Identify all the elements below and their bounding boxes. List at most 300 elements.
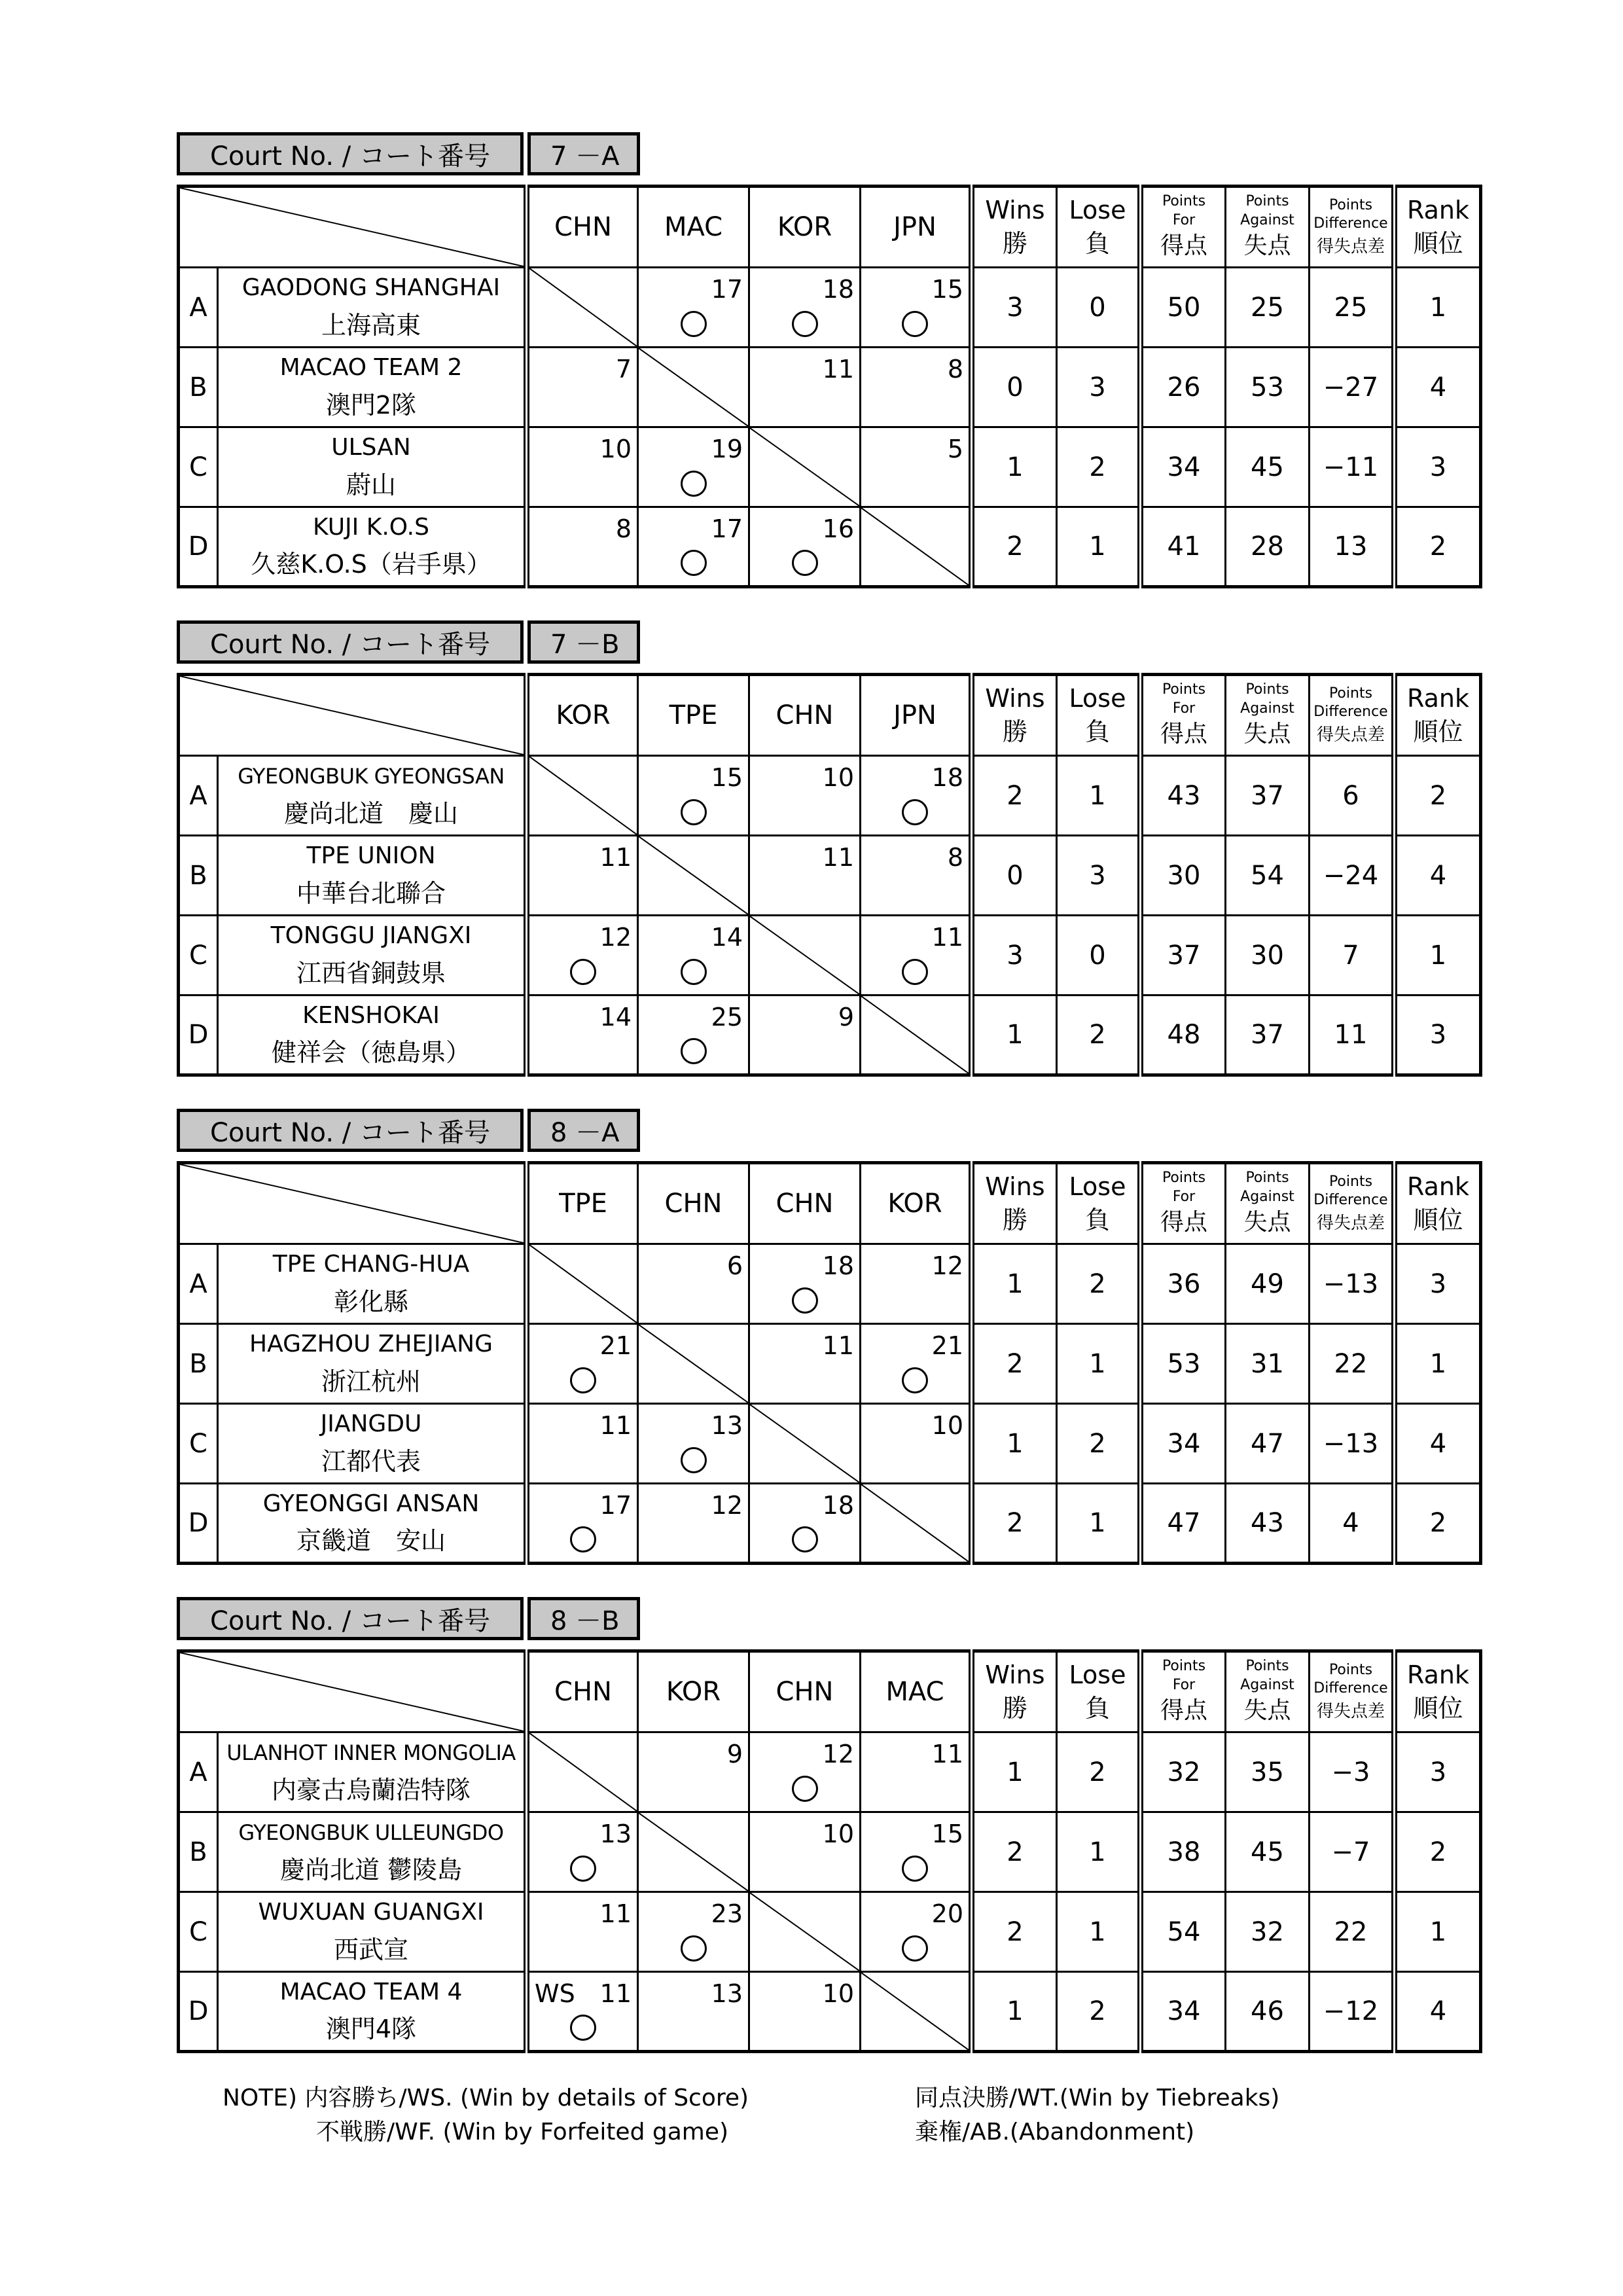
points-for-value: 38 (1141, 1812, 1226, 1892)
self-match-cell (861, 996, 972, 1075)
team-letter: D (179, 1972, 218, 2052)
win-circle-icon (792, 1526, 818, 1552)
note-ws: 内容勝ち/WS. (Win by details of Score) (304, 2085, 749, 2111)
team-letter: B (179, 348, 218, 427)
points-for-value: 36 (1141, 1244, 1226, 1324)
team-name (218, 1244, 527, 1324)
team-name-en: WUXUAN GUANGXI (258, 1899, 484, 1926)
rank-value: 1 (1395, 1324, 1481, 1404)
points-against-value: 30 (1226, 916, 1310, 996)
win-circle-icon (681, 799, 707, 825)
team-name (218, 1972, 527, 2052)
match-score: 5 (947, 435, 963, 463)
rank-value: 1 (1395, 916, 1481, 996)
wins-value: 1 (972, 1244, 1057, 1324)
wins-header: Wins 勝 (972, 1163, 1057, 1244)
team-row (179, 268, 1481, 348)
points-against-value: 53 (1226, 348, 1310, 427)
match-score-cell (527, 1324, 638, 1404)
team-name-jp: 健祥会（徳島県） (271, 1038, 471, 1067)
column-country: CHN (638, 1163, 749, 1244)
team-letter: D (179, 996, 218, 1075)
points-difference-value: −3 (1310, 1732, 1395, 1812)
points-for-value: 48 (1141, 996, 1226, 1075)
self-match-cell (749, 1892, 861, 1972)
wins-value: 1 (972, 996, 1057, 1075)
team-letter: C (179, 1404, 218, 1484)
team-name-jp: 内豪古烏蘭浩特隊 (271, 1775, 471, 1804)
match-score: 19 (711, 435, 743, 463)
match-score-cell (527, 996, 638, 1075)
match-score-cell (861, 756, 972, 836)
match-score-cell (638, 1484, 749, 1564)
rank-value: 3 (1395, 1244, 1481, 1324)
team-name (218, 756, 527, 836)
match-score: 17 (711, 275, 743, 304)
match-score: 13 (711, 1411, 743, 1440)
lose-value: 1 (1057, 1324, 1141, 1404)
rank-value: 3 (1395, 1732, 1481, 1812)
self-match-cell (861, 507, 972, 587)
match-score-cell (749, 1324, 861, 1404)
self-match-cell (861, 1484, 972, 1564)
self-match-cell (749, 427, 861, 507)
match-score: 17 (711, 514, 743, 543)
lose-value: 1 (1057, 1484, 1141, 1564)
results-table (177, 1161, 1482, 1565)
match-score: 11 (822, 843, 854, 872)
match-score: 13 (599, 1820, 632, 1848)
corner-cell (179, 1651, 527, 1732)
match-score-cell (527, 348, 638, 427)
points-against-value: 45 (1226, 427, 1310, 507)
lose-value: 2 (1057, 427, 1141, 507)
column-country: MAC (638, 187, 749, 268)
team-row (179, 756, 1481, 836)
court-number-value: 8 －A (527, 1109, 640, 1152)
points-against-value: 32 (1226, 1892, 1310, 1972)
team-name-jp: 澳門2隊 (325, 390, 417, 420)
win-circle-icon (681, 471, 707, 497)
lose-header: Lose 負 (1057, 1163, 1141, 1244)
header-row (179, 187, 1481, 268)
team-name-en: KENSHOKAI (302, 1001, 440, 1029)
match-score-cell (861, 1324, 972, 1404)
team-name (218, 1732, 527, 1812)
match-score-cell (861, 1892, 972, 1972)
team-row (179, 996, 1481, 1075)
header-row (179, 1163, 1481, 1244)
points-for-value: 50 (1141, 268, 1226, 348)
match-score-cell (527, 1892, 638, 1972)
match-score-cell (749, 1812, 861, 1892)
team-row (179, 836, 1481, 916)
wins-header: Wins 勝 (972, 675, 1057, 756)
team-letter: A (179, 1244, 218, 1324)
match-score-cell (861, 916, 972, 996)
points-difference-value: 4 (1310, 1484, 1395, 1564)
points-difference-value: −13 (1310, 1404, 1395, 1484)
match-score-cell (527, 507, 638, 587)
self-match-cell (638, 1812, 749, 1892)
wins-value: 2 (972, 1892, 1057, 1972)
self-match-cell (861, 1972, 972, 2052)
match-score: 18 (822, 275, 854, 304)
win-circle-icon (792, 550, 818, 576)
rank-value: 4 (1395, 836, 1481, 916)
points-against-value: 43 (1226, 1484, 1310, 1564)
self-match-cell (638, 836, 749, 916)
match-score: 11 (599, 1411, 632, 1440)
self-match-cell (638, 348, 749, 427)
match-score-cell (861, 1404, 972, 1484)
results-table (177, 1649, 1482, 2053)
match-score-cell (861, 268, 972, 348)
match-score-cell (638, 1732, 749, 1812)
team-name-jp: 江都代表 (321, 1446, 421, 1476)
column-country: JPN (861, 675, 972, 756)
points-against-value: 37 (1226, 996, 1310, 1075)
match-score: 10 (599, 435, 632, 463)
court-number-label: Court No. / コート番号 (177, 620, 524, 664)
win-circle-icon (570, 1526, 596, 1552)
match-score-cell (527, 1404, 638, 1484)
points-against-header: Points Against 失点 (1226, 187, 1310, 268)
points-against-value: 46 (1226, 1972, 1310, 2052)
team-row (179, 1324, 1481, 1404)
court-number-label: Court No. / コート番号 (177, 132, 524, 175)
rank-value: 4 (1395, 348, 1481, 427)
lose-value: 2 (1057, 996, 1141, 1075)
team-letter: A (179, 1732, 218, 1812)
win-circle-icon (681, 550, 707, 576)
corner-cell (179, 675, 527, 756)
match-score: 17 (599, 1491, 632, 1520)
team-row (179, 1812, 1481, 1892)
match-score: 11 (822, 1331, 854, 1360)
match-score: 16 (822, 514, 854, 543)
column-country: TPE (638, 675, 749, 756)
points-difference-value: −13 (1310, 1244, 1395, 1324)
team-name-en: GYEONGBUK ULLEUNGDO (238, 1820, 504, 1846)
rank-header: Rank 順位 (1395, 1651, 1481, 1732)
win-note: WS (535, 1979, 575, 2008)
team-letter: D (179, 507, 218, 587)
lose-value: 2 (1057, 1404, 1141, 1484)
lose-value: 1 (1057, 1812, 1141, 1892)
match-score: 10 (822, 1820, 854, 1848)
rank-value: 4 (1395, 1404, 1481, 1484)
self-match-cell (638, 1324, 749, 1404)
match-score-cell (638, 996, 749, 1075)
match-score: 10 (822, 763, 854, 792)
column-country: MAC (861, 1651, 972, 1732)
team-name (218, 268, 527, 348)
lose-value: 0 (1057, 268, 1141, 348)
points-difference-value: −11 (1310, 427, 1395, 507)
team-letter: B (179, 836, 218, 916)
team-name-jp: 京畿道 安山 (296, 1526, 446, 1556)
rank-header: Rank 順位 (1395, 187, 1481, 268)
self-match-cell (749, 1404, 861, 1484)
team-name-en: JIANGDU (320, 1410, 422, 1438)
team-letter: C (179, 1892, 218, 1972)
win-circle-icon (570, 2015, 596, 2041)
points-for-header: Points For 得点 (1141, 1163, 1226, 1244)
points-for-value: 34 (1141, 1972, 1226, 2052)
results-table (177, 673, 1482, 1077)
points-against-value: 28 (1226, 507, 1310, 587)
points-against-header: Points Against 失点 (1226, 1651, 1310, 1732)
team-name-en: ULSAN (331, 434, 411, 461)
match-score: 7 (615, 355, 632, 384)
match-score-cell (861, 836, 972, 916)
rank-value: 2 (1395, 507, 1481, 587)
team-letter: A (179, 268, 218, 348)
team-name (218, 996, 527, 1075)
rank-header: Rank 順位 (1395, 675, 1481, 756)
points-for-value: 34 (1141, 1404, 1226, 1484)
rank-value: 1 (1395, 268, 1481, 348)
win-circle-icon (902, 1935, 928, 1962)
match-score: 21 (931, 1331, 963, 1360)
team-name-en: TPE UNION (306, 842, 436, 870)
match-score-cell (527, 836, 638, 916)
wins-value: 0 (972, 348, 1057, 427)
lose-value: 1 (1057, 507, 1141, 587)
court-number-label: Court No. / コート番号 (177, 1597, 524, 1640)
win-circle-icon (902, 1856, 928, 1882)
points-difference-value: 11 (1310, 996, 1395, 1075)
note-right (915, 2081, 1279, 2149)
match-score: 25 (711, 1003, 743, 1031)
team-name-jp: 西武宣 (333, 1935, 408, 1964)
results-table (177, 185, 1482, 588)
points-for-value: 53 (1141, 1324, 1226, 1404)
team-row (179, 1972, 1481, 2052)
match-score-cell (749, 1972, 861, 2052)
header-row (179, 1651, 1481, 1732)
rank-value: 2 (1395, 756, 1481, 836)
wins-value: 1 (972, 1732, 1057, 1812)
team-name-en: KUJI K.O.S (313, 513, 429, 541)
team-name-en: ULANHOT INNER MONGOLIA (226, 1740, 516, 1766)
match-score: 11 (931, 923, 963, 952)
rank-value: 3 (1395, 996, 1481, 1075)
win-circle-icon (570, 959, 596, 985)
team-name-en: GYEONGGI ANSAN (262, 1490, 480, 1517)
rank-value: 2 (1395, 1484, 1481, 1564)
match-score-cell (749, 1732, 861, 1812)
team-name-jp: 彰化縣 (333, 1287, 408, 1316)
wins-value: 2 (972, 507, 1057, 587)
match-score-cell (749, 836, 861, 916)
self-match-cell (527, 756, 638, 836)
rank-value: 2 (1395, 1812, 1481, 1892)
match-score: 9 (838, 1003, 854, 1031)
corner-cell (179, 1163, 527, 1244)
match-score-cell (527, 1972, 638, 2052)
team-letter: D (179, 1484, 218, 1564)
team-name-en: GYEONGBUK GYEONGSAN (238, 764, 505, 789)
match-score: 13 (711, 1979, 743, 2008)
match-score-cell (749, 268, 861, 348)
court-header (177, 1597, 640, 1640)
points-for-header: Points For 得点 (1141, 187, 1226, 268)
points-for-value: 47 (1141, 1484, 1226, 1564)
wins-value: 1 (972, 1404, 1057, 1484)
column-country: CHN (749, 1163, 861, 1244)
match-score: 15 (931, 1820, 963, 1848)
points-for-value: 43 (1141, 756, 1226, 836)
match-score-cell (638, 268, 749, 348)
court-number-value: 7 －A (527, 132, 640, 175)
match-score-cell (749, 756, 861, 836)
lose-value: 1 (1057, 756, 1141, 836)
match-score-cell (638, 1244, 749, 1324)
team-name (218, 916, 527, 996)
match-score: 10 (931, 1411, 963, 1440)
points-for-value: 26 (1141, 348, 1226, 427)
lose-value: 0 (1057, 916, 1141, 996)
points-for-header: Points For 得点 (1141, 675, 1226, 756)
points-against-header: Points Against 失点 (1226, 1163, 1310, 1244)
team-row (179, 1404, 1481, 1484)
points-difference-value: −24 (1310, 836, 1395, 916)
match-score: 20 (931, 1899, 963, 1928)
team-name (218, 427, 527, 507)
header-row (179, 675, 1481, 756)
points-against-value: 54 (1226, 836, 1310, 916)
team-name-jp: 久慈K.O.S（岩手県） (251, 550, 491, 579)
court-number-value: 7 －B (527, 620, 640, 664)
match-score: 21 (599, 1331, 632, 1360)
points-for-header: Points For 得点 (1141, 1651, 1226, 1732)
team-letter: C (179, 427, 218, 507)
column-country: KOR (861, 1163, 972, 1244)
match-score: 8 (947, 843, 963, 872)
wins-value: 1 (972, 427, 1057, 507)
match-score-cell (638, 916, 749, 996)
win-circle-icon (570, 1367, 596, 1393)
match-score-cell (749, 1484, 861, 1564)
court-header (177, 132, 640, 175)
win-circle-icon (792, 1776, 818, 1802)
points-for-value: 37 (1141, 916, 1226, 996)
win-circle-icon (902, 311, 928, 337)
match-score: 10 (822, 1979, 854, 2008)
team-name (218, 1812, 527, 1892)
match-score-cell (749, 1244, 861, 1324)
team-letter: A (179, 756, 218, 836)
win-circle-icon (570, 1856, 596, 1882)
wins-value: 1 (972, 1972, 1057, 2052)
match-score: 8 (615, 514, 632, 543)
points-for-value: 32 (1141, 1732, 1226, 1812)
points-difference-value: 25 (1310, 268, 1395, 348)
rank-value: 1 (1395, 1892, 1481, 1972)
match-score-cell (861, 1732, 972, 1812)
match-score-cell (861, 1244, 972, 1324)
team-name-en: HAGZHOU ZHEJIANG (249, 1331, 493, 1358)
team-row (179, 507, 1481, 587)
team-name (218, 507, 527, 587)
team-name-en: GAODONG SHANGHAI (241, 274, 501, 302)
team-row (179, 1484, 1481, 1564)
team-name (218, 1404, 527, 1484)
points-against-value: 45 (1226, 1812, 1310, 1892)
win-circle-icon (792, 311, 818, 337)
column-country: CHN (749, 675, 861, 756)
match-score: 18 (822, 1251, 854, 1280)
points-difference-value: 6 (1310, 756, 1395, 836)
lose-value: 2 (1057, 1732, 1141, 1812)
win-circle-icon (681, 1447, 707, 1473)
match-score: 18 (822, 1491, 854, 1520)
column-country: KOR (527, 675, 638, 756)
points-difference-value: −12 (1310, 1972, 1395, 2052)
points-difference-value: 7 (1310, 916, 1395, 996)
court-number-label: Court No. / コート番号 (177, 1109, 524, 1152)
win-circle-icon (902, 1367, 928, 1393)
column-country: TPE (527, 1163, 638, 1244)
points-difference-header: Points Difference 得失点差 (1310, 675, 1395, 756)
note-left (223, 2081, 749, 2149)
column-country: CHN (527, 1651, 638, 1732)
points-for-value: 54 (1141, 1892, 1226, 1972)
points-against-value: 31 (1226, 1324, 1310, 1404)
win-circle-icon (792, 1287, 818, 1314)
points-against-value: 35 (1226, 1732, 1310, 1812)
team-name-jp: 上海高東 (321, 310, 421, 340)
points-difference-header: Points Difference 得失点差 (1310, 1163, 1395, 1244)
points-difference-value: −27 (1310, 348, 1395, 427)
win-circle-icon (681, 959, 707, 985)
match-score: 11 (599, 843, 632, 872)
lose-header: Lose 負 (1057, 187, 1141, 268)
column-country: KOR (749, 187, 861, 268)
team-name-jp: 慶尚北道 慶山 (283, 798, 458, 828)
team-row (179, 427, 1481, 507)
match-score-cell (638, 427, 749, 507)
team-row (179, 1732, 1481, 1812)
match-score: 12 (599, 923, 632, 952)
points-difference-value: 22 (1310, 1892, 1395, 1972)
points-against-value: 47 (1226, 1404, 1310, 1484)
team-name (218, 1892, 527, 1972)
match-score-cell (749, 996, 861, 1075)
match-score: 12 (931, 1251, 963, 1280)
match-score-cell (527, 1812, 638, 1892)
lose-value: 2 (1057, 1972, 1141, 2052)
win-circle-icon (902, 959, 928, 985)
team-name-en: TONGGU JIANGXI (270, 922, 472, 950)
note-ab: 棄権/AB.(Abandonment) (915, 2119, 1195, 2146)
match-score-cell (861, 427, 972, 507)
team-name-jp: 江西省銅鼓県 (296, 958, 446, 988)
team-row (179, 348, 1481, 427)
points-against-value: 37 (1226, 756, 1310, 836)
court-number-value: 8 －B (527, 1597, 640, 1640)
column-country: JPN (861, 187, 972, 268)
lose-header: Lose 負 (1057, 675, 1141, 756)
match-score: 11 (822, 355, 854, 384)
match-score: 14 (711, 923, 743, 952)
points-against-value: 25 (1226, 268, 1310, 348)
points-difference-header: Points Difference 得失点差 (1310, 187, 1395, 268)
match-score-cell (638, 1972, 749, 2052)
rank-header: Rank 順位 (1395, 1163, 1481, 1244)
